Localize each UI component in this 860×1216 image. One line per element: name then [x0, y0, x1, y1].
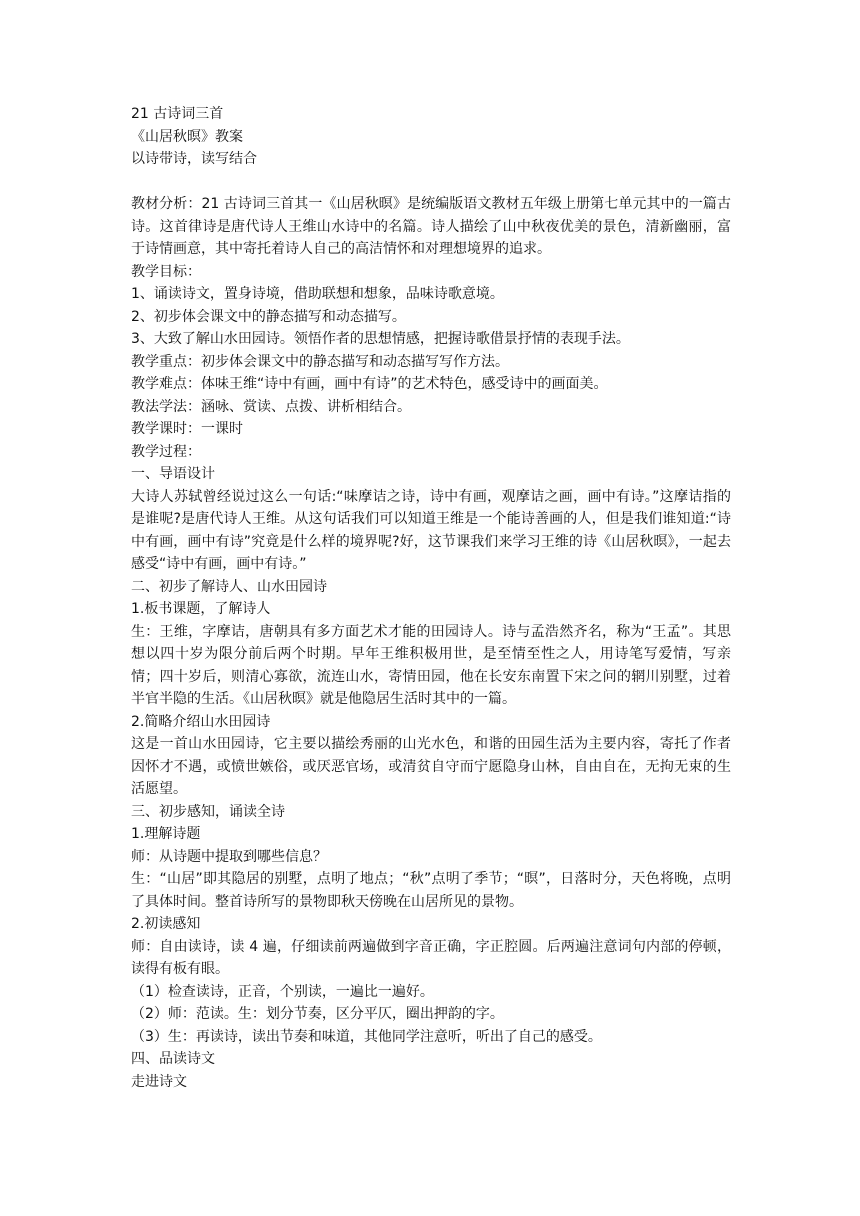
paragraph: 1、诵读诗文，置身诗境，借助联想和想象，品味诗歌意境。	[131, 286, 504, 302]
paragraph: 二、初步了解诗人、山水田园诗	[131, 578, 327, 595]
paragraph: 1.板书课题，了解诗人	[131, 601, 271, 617]
paragraph: 走进诗文	[131, 1073, 187, 1090]
paragraph: 教学课时：一课时	[131, 421, 243, 437]
paragraph: 师：自由读诗，读 4 遍，仔细读前两遍做到字音正确，字正腔圆。后两遍注意词句内部的停顿，读得有板有眼。	[131, 938, 731, 977]
paragraph: 教法学法：涵咏、赏读、点拨、讲析相结合。	[131, 398, 411, 415]
paragraph: 2、初步体会课文中的静态描写和动态描写。	[131, 308, 406, 325]
paragraph: 教学过程：	[131, 443, 201, 460]
document-body	[131, 193, 731, 1093]
document-page	[131, 103, 731, 1093]
doc-title: 21 古诗词三首	[131, 106, 224, 122]
paragraph: 这是一首山水田园诗，它主要以描绘秀丽的山光水色，和谐的田园生活为主要内容，寄托了作者因怀才不遇，或愤世嫉俗，或厌恶官场，或清贫自守而宁愿隐身山林，自由自在，无拘无束的生活愿望。	[131, 736, 731, 797]
paragraph: （3）生：再读诗，读出节奏和味道，其他同学注意听，听出了自己的感受。	[131, 1028, 602, 1045]
paragraph: 三、初步感知，诵读全诗	[131, 803, 285, 820]
paragraph: 教学重点：初步体会课文中的静态描写和动态描写写作方法。	[131, 353, 509, 370]
paragraph: 生：王维，字摩诘，唐朝具有多方面艺术才能的田园诗人。诗与孟浩然齐名，称为“王孟”。其思想以四十岁为限分前后两个时期。早年王维积极用世，是至情至性之人，用诗笔写爱情，写亲情；四十岁后，则清心寡欲，流连山水，寄情田园，他在长安东南置下宋之问的辋川别墅，过着半官半隐的生活。《山居秋暝》就是他隐居生活时其中的一篇。	[131, 623, 731, 707]
paragraph: 3、大致了解山水田园诗。领悟作者的思想情感，把握诗歌借景抒情的表现手法。	[131, 331, 630, 347]
paragraph: 1.理解诗题	[131, 826, 201, 842]
doc-theme: 以诗带诗，读写结合	[131, 151, 257, 167]
paragraph: 教材分析：21 古诗词三首其一《山居秋暝》是统编版语文教材五年级上册第七单元其中的一篇古诗。这首律诗是唐代诗人王维山水诗中的名篇。诗人描绘了山中秋夜优美的景色，清新幽丽，富于诗情画意，其中寄托着诗人自己的高洁情怀和对理想境界的追求。	[131, 196, 731, 257]
paragraph: 大诗人苏轼曾经说过这么一句话:“味摩诘之诗，诗中有画，观摩诘之画，画中有诗。”这摩诘指的是谁呢?是唐代诗人王维。从这句话我们可以知道王维是一个能诗善画的人，但是我们谁知道:“诗中有画，画中有诗”究竟是什么样的境界呢?好，这节课我们来学习王维的诗《山居秋暝》，一起去感受“诗中有画，画中有诗。”	[131, 488, 731, 572]
paragraph: （1）检查读诗，正音，个别读，一遍比一遍好。	[131, 983, 434, 1000]
doc-subtitle: 《山居秋暝》教案	[131, 128, 243, 145]
paragraph: 四、品读诗文	[131, 1051, 215, 1067]
paragraph: 生：“山居”即其隐居的别墅，点明了地点；“秋”点明了季节；“暝”，日落时分，天色将晚，点明了具体时间。整首诗所写的景物即秋天傍晚在山居所见的景物。	[131, 871, 731, 910]
paragraph: 一、导语设计	[131, 466, 215, 482]
blank-line	[131, 171, 731, 194]
paragraph: 教学目标：	[131, 263, 201, 280]
paragraph: （2）师：范读。生：划分节奏，区分平仄，圈出押韵的字。	[131, 1006, 504, 1022]
paragraph: 师：从诗题中提取到哪些信息？	[131, 848, 327, 865]
paragraph: 2.简略介绍山水田园诗	[131, 713, 271, 730]
paragraph: 教学难点：体味王维“诗中有画，画中有诗”的艺术特色，感受诗中的画面美。	[131, 376, 608, 392]
paragraph: 2.初读感知	[131, 916, 201, 932]
